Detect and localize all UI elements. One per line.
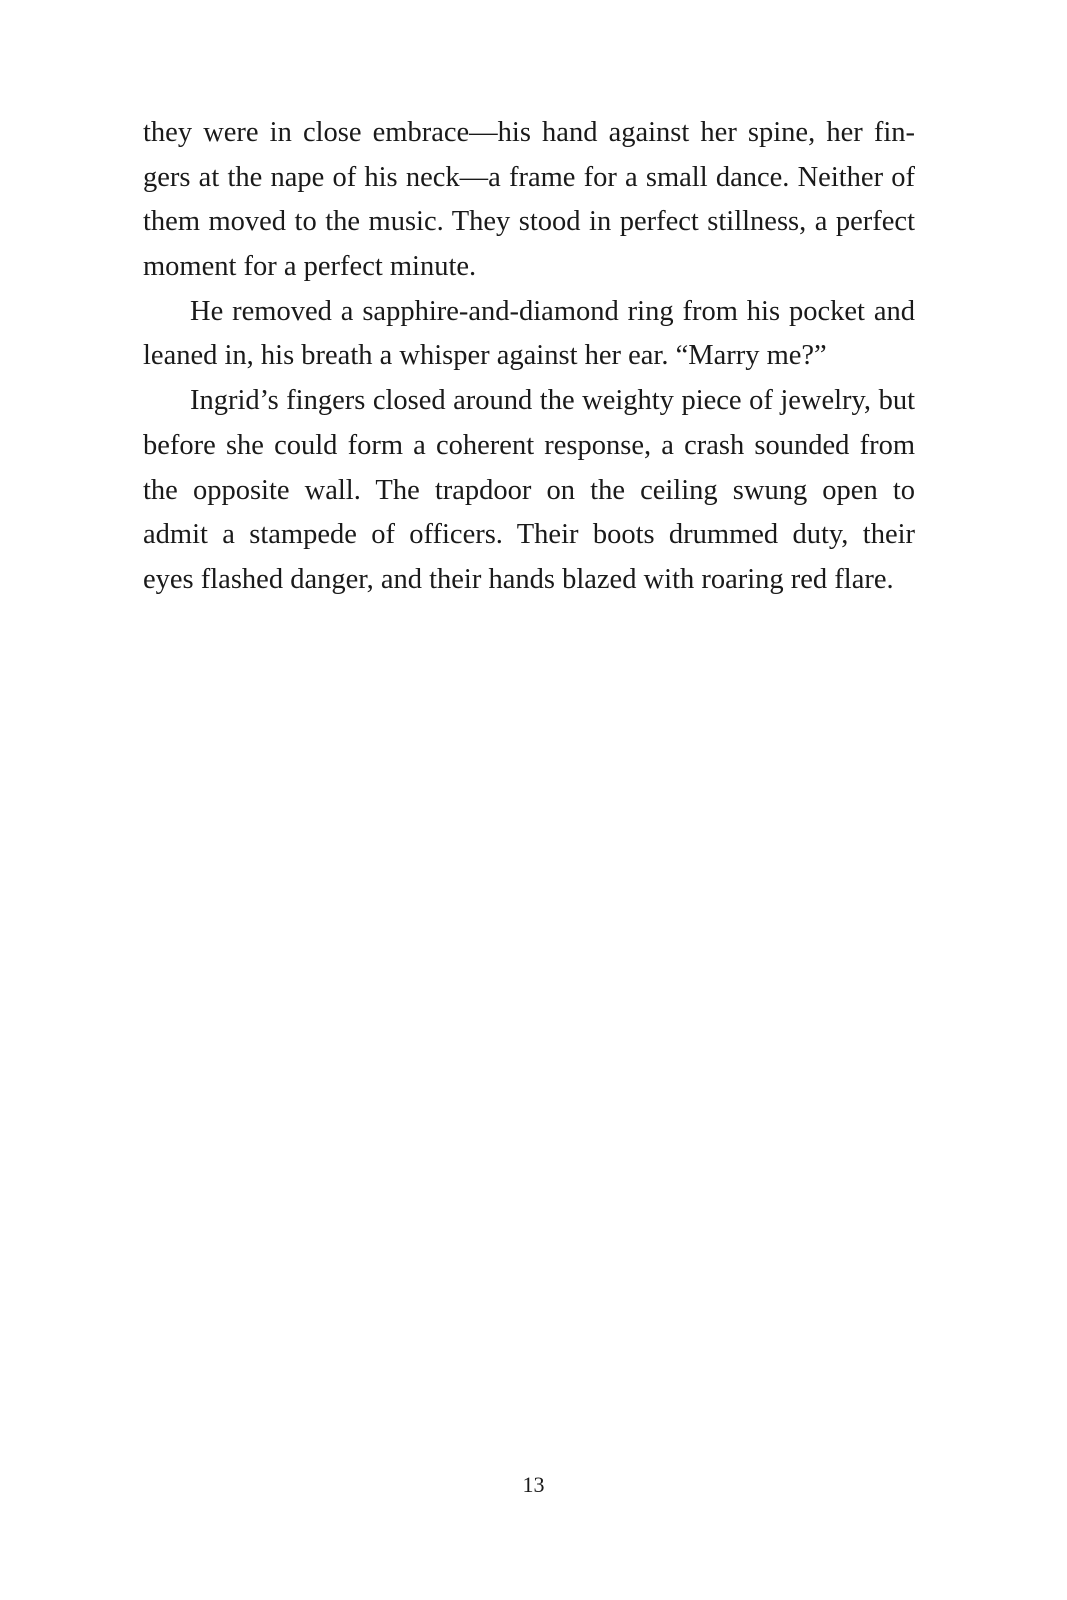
text-line: gers at the nape of his neck—a frame for a small dance. Neither of <box>143 161 915 193</box>
page-number: 13 <box>522 1472 545 1497</box>
text-line: admit a stampede of officers. Their boots drummed duty, their <box>143 519 915 551</box>
text-line: before she could form a coherent response, a crash sounded from <box>143 429 915 461</box>
body-text <box>143 111 915 603</box>
text-line: moment for a perfect minute. <box>143 251 477 283</box>
text-line: the opposite wall. The trapdoor on the ceiling swung open to <box>143 474 915 506</box>
text-line: Ingrid’s fingers closed around the weighty piece of jewelry, but <box>190 385 915 417</box>
text-line: He removed a sapphire-and-diamond ring from his pocket and <box>190 295 915 327</box>
text-line: they were in close embrace—his hand against her spine, her fin- <box>143 117 915 148</box>
text-line: eyes flashed danger, and their hands blazed with roaring red flare. <box>143 563 894 595</box>
text-line: them moved to the music. They stood in perfect stillness, a perfect <box>143 206 915 238</box>
text-line: leaned in, his breath a whisper against her ear. “Marry me?” <box>143 340 827 372</box>
